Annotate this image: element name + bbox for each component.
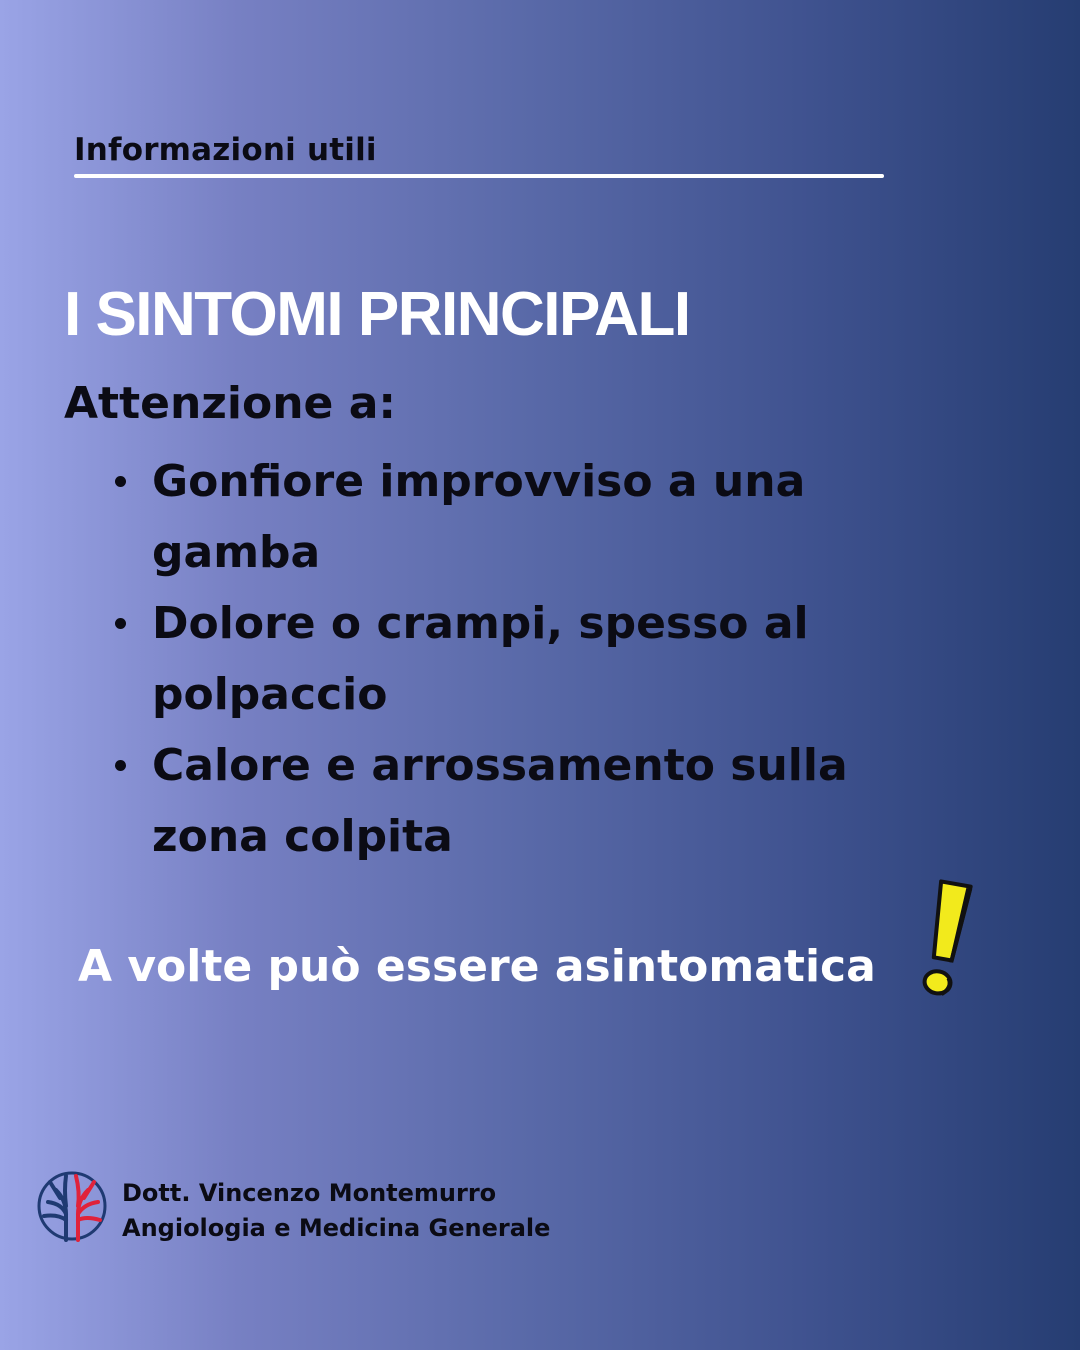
intro-text: Attenzione a:	[64, 378, 396, 429]
bullet-icon	[115, 476, 126, 487]
symptom-list	[152, 446, 922, 872]
section-kicker: Informazioni utili	[74, 132, 377, 168]
list-item	[152, 730, 922, 872]
footer-credits	[122, 1176, 550, 1246]
kicker-underline	[74, 174, 884, 178]
symptom-text: Dolore o crampi, spesso al polpaccio	[152, 598, 809, 720]
vein-tree-logo	[36, 1170, 108, 1242]
asymptomatic-note: A volte può essere asintomatica	[78, 941, 876, 992]
list-item	[152, 446, 922, 588]
symptom-text: Gonfiore improvviso a una gamba	[152, 456, 806, 578]
list-item	[152, 588, 922, 730]
symptom-text: Calore e arrossamento sulla zona colpita	[152, 740, 848, 862]
bullet-icon	[115, 618, 126, 629]
doctor-specialty: Angiologia e Medicina Generale	[122, 1214, 551, 1242]
bullet-icon	[115, 760, 126, 771]
doctor-name: Dott. Vincenzo Montemurro	[122, 1179, 497, 1207]
exclamation-icon	[905, 875, 985, 1005]
page-title: I SINTOMI PRINCIPALI	[64, 280, 690, 349]
